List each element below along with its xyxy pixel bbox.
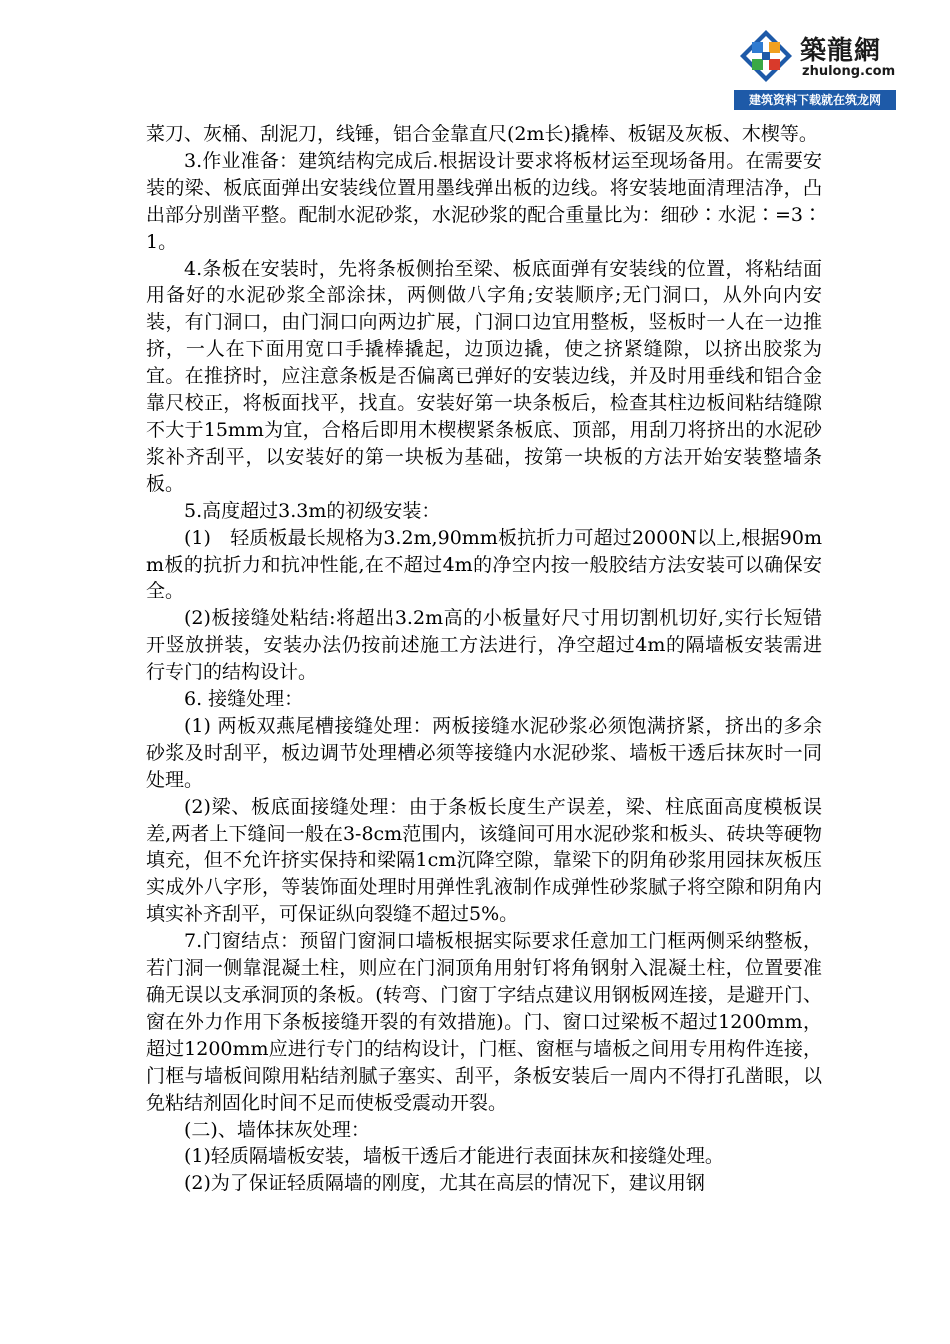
paragraph: 3.作业准备：建筑结构完成后.根据设计要求将板材运至现场备用。在需要安装的梁、板底面弹出安装线位置用墨线弹出板的边线。将安装地面清理洁净，凸出部分别凿平整。配制水泥砂浆，水泥砂浆的配合重量比为：细砂∶水泥∶=3∶1。 [146, 149, 822, 253]
paragraph: (2)为了保证轻质隔墙的刚度，尤其在高层的情况下，建议用钢 [184, 1172, 705, 1195]
logo-name: 築龍網 [800, 36, 882, 66]
paragraph: (2)板接缝处粘结:将超出3.2m高的小板量好尺寸用切割机切好,实行长短错开竖放拼装，安装办法仍按前述施工方法进行，净空超过4m的隔墙板安装需进行专门的结构设计。 [146, 607, 822, 684]
paragraph: (1) 两板双燕尾槽接缝处理：两板接缝水泥砂浆必须饱满挤紧，挤出的多余砂浆及时刮平，板边调节处理槽必须等接缝内水泥砂浆、墙板干透后抹灰时一同处理。 [146, 714, 822, 791]
paragraph: 6. 接缝处理： [184, 688, 304, 711]
logo-domain: zhulong.com [802, 64, 896, 79]
paragraph: 4.条板在安装时，先将条板侧抬至梁、板底面弹有安装线的位置，将粘结面用备好的水泥砂浆全部涂抹，两侧做八字角;安装顺序;无门洞口，从外向内安装，有门洞口，由门洞口向两边扩展，门洞口边宜用整板，竖板时一人在一边推挤，一人在下面用宽口手撬棒撬起，边顶边撬，使之挤紧缝隙，以挤出胶浆为宜。在推挤时，应注意条板是否偏离已弹好的安装边线，并及时用垂线和铝合金靠尺校正，将板面找平，找直。安装好第一块条板后，检查其柱边板间粘结缝隙不大于15mm为宜，合格后即用木楔楔紧条板底、顶部，用刮刀将挤出的水泥砂浆补齐刮平，以安装好的第一块板为基础，按第一块板的方法开始安装整墙条板。 [146, 257, 822, 495]
paragraph: (1) 轻质板最长规格为3.2m,90mm板抗折力可超过2000N以上,根据90mm板的抗折力和抗冲性能,在不超过4m的净空内按一般胶结方法安装可以确保安全。 [146, 526, 822, 603]
logo-slogan: 建筑资料下载就在筑龙网 [734, 90, 896, 110]
paragraph: 菜刀、灰桶、刮泥刀，线锤，铝合金靠直尺(2m长)撬棒、板锯及灰板、木楔等。 [146, 123, 818, 145]
logo-mark-icon [738, 28, 794, 84]
paragraph: (2)梁、板底面接缝处理：由于条板长度生产误差，梁、柱底面高度模板误差,两者上下缝间一般在3-8cm范围内，该缝间可用水泥砂浆和板头、砖块等硬物填充，但不允许挤实保持和梁隔1cm沉降空隙，靠梁下的阴角砂浆用园抹灰板压实成外八字形，等装饰面处理时用弹性乳液制作成弹性砂浆腻子将空隙和阴角内填实补齐刮平，可保证纵向裂缝不超过5%。 [146, 795, 822, 926]
paragraph: (二)、墙体抹灰处理： [184, 1118, 370, 1141]
paragraph: 7.门窗结点：预留门窗洞口墙板根据实际要求任意加工门框两侧采纳整板，若门洞一侧靠混凝土柱，则应在门洞顶角用射钉将角钢射入混凝土柱，位置要准确无误以支承洞顶的条板。(转弯、门窗丁字结点建议用钢板网连接，是避开门、窗在外力作用下条板接缝开裂的有效措施)。门、窗口过梁板不超过1200mm，超过1200mm应进行专门的结构设计，门框、窗框与墙板之间用专用构件连接，门框与墙板间隙用粘结剂腻子塞实、刮平，条板安装后一周内不得打孔凿眼，以免粘结剂固化时间不足而使板受震动开裂。 [146, 930, 822, 1114]
paragraph: 5.高度超过3.3m的初级安装： [184, 499, 441, 522]
logo-top [734, 22, 896, 88]
logo [734, 22, 896, 110]
paragraph: (1)轻质隔墙板安装，墙板干透后才能进行表面抹灰和接缝处理。 [184, 1145, 724, 1168]
document-body [146, 121, 822, 1197]
